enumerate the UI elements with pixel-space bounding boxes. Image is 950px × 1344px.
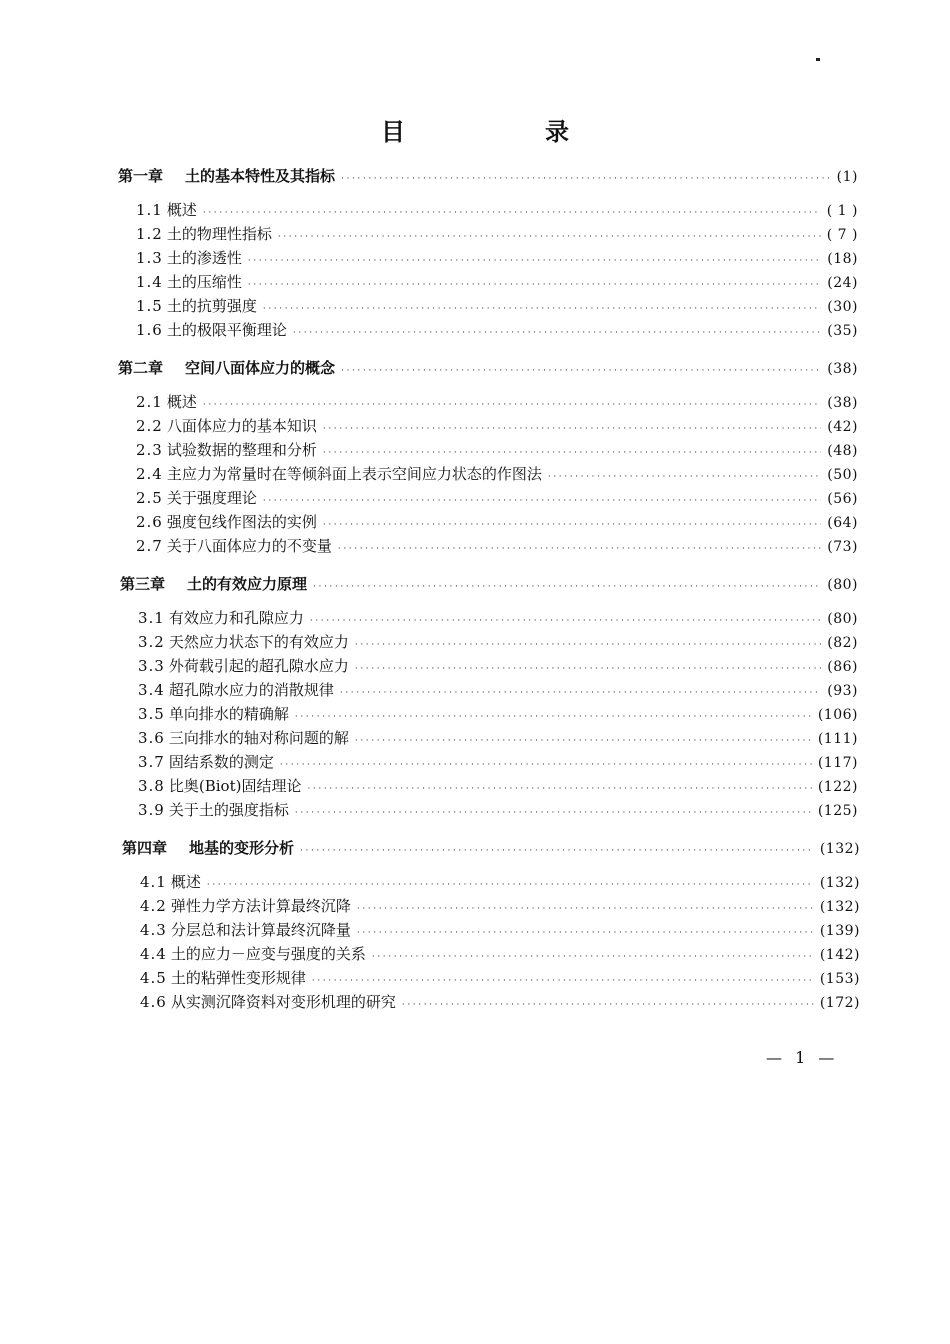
chapter-number: 第一章 (118, 167, 164, 185)
section-entry[interactable] (136, 462, 858, 486)
section-title: 概述 (166, 201, 197, 219)
leader-dots (355, 657, 821, 681)
section-title: 概述 (170, 873, 201, 891)
section-entry[interactable] (138, 774, 858, 798)
section-title: 超孔隙水应力的消散规律 (168, 681, 334, 699)
section-page-number: (106) (817, 707, 858, 723)
section-number: 2.1 (136, 393, 163, 411)
leader-dots (248, 249, 821, 273)
section-page-number: (111) (817, 731, 858, 747)
section-number: 4.6 (140, 993, 167, 1011)
section-label (140, 918, 351, 942)
chapter-label (118, 162, 335, 190)
section-entry[interactable] (138, 726, 858, 750)
section-number: 1.4 (136, 273, 163, 291)
section-label (138, 726, 349, 750)
leader-dots (355, 729, 812, 753)
section-page-number: (18) (827, 251, 858, 267)
section-title: 有效应力和孔隙应力 (168, 609, 304, 627)
leader-dots (295, 705, 812, 729)
section-label (136, 534, 332, 558)
leader-dots (341, 165, 831, 193)
section-title: 土的物理性指标 (166, 225, 272, 243)
leader-dots (548, 465, 821, 489)
section-title: 三向排水的轴对称问题的解 (168, 729, 349, 747)
section-page-number: (24) (827, 275, 858, 291)
section-number: 3.8 (138, 777, 165, 795)
section-page-number: (139) (819, 923, 860, 939)
section-title: 分层总和法计算最终沉降量 (170, 921, 351, 939)
section-title: 关于土的强度指标 (168, 801, 289, 819)
section-page-number: (82) (827, 635, 858, 651)
chapter-title: 空间八面体应力的概念 (185, 359, 336, 377)
section-entry[interactable] (140, 942, 860, 966)
section-title: 强度包线作图法的实例 (166, 513, 317, 531)
section-label (136, 462, 542, 486)
section-label (140, 990, 396, 1014)
section-entry[interactable] (140, 870, 860, 894)
section-number: 3.6 (138, 729, 165, 747)
section-label (138, 678, 334, 702)
leader-dots (263, 297, 821, 321)
section-title: 从实测沉降资料对变形机理的研究 (170, 993, 396, 1011)
chapter-entry[interactable] (122, 834, 860, 862)
section-entry[interactable] (140, 966, 860, 990)
section-number: 1.2 (136, 225, 163, 243)
section-entry[interactable] (136, 246, 858, 270)
section-entry[interactable] (140, 990, 860, 1014)
leader-dots (372, 945, 814, 969)
section-label (136, 486, 257, 510)
section-page-number: (35) (827, 323, 858, 339)
section-label (136, 510, 317, 534)
section-label (136, 246, 242, 270)
leader-dots (293, 321, 821, 345)
section-entry[interactable] (136, 390, 858, 414)
section-page-number: (93) (827, 683, 858, 699)
section-label (140, 966, 306, 990)
section-page-number: ( 7 ) (826, 227, 858, 243)
section-label (136, 414, 317, 438)
section-entry[interactable] (136, 510, 858, 534)
section-label (138, 630, 349, 654)
section-entry[interactable] (140, 894, 860, 918)
leader-dots (278, 225, 821, 249)
chapter-number: 第四章 (122, 839, 168, 857)
leader-dots (300, 837, 814, 865)
section-title: 试验数据的整理和分析 (166, 441, 317, 459)
section-label (140, 942, 366, 966)
page-title: 目 录 (381, 118, 627, 146)
section-number: 4.1 (140, 873, 167, 891)
section-page-number: (56) (827, 491, 858, 507)
leader-dots (307, 777, 811, 801)
section-entry[interactable] (136, 486, 858, 510)
section-entry[interactable] (138, 702, 858, 726)
section-page-number: (125) (817, 803, 858, 819)
section-entry[interactable] (138, 678, 858, 702)
chapter-block (0, 354, 950, 558)
chapter-page-number: (132) (819, 841, 860, 857)
section-page-number: (73) (827, 539, 858, 555)
section-title: 土的极限平衡理论 (166, 321, 287, 339)
chapter-label (120, 570, 307, 598)
leader-dots (280, 753, 812, 777)
section-label (136, 198, 197, 222)
section-entry[interactable] (136, 318, 858, 342)
chapter-page-number: (80) (827, 577, 858, 593)
chapter-number: 第三章 (120, 575, 166, 593)
section-number: 1.1 (136, 201, 163, 219)
section-number: 3.3 (138, 657, 165, 675)
section-page-number: (117) (817, 755, 858, 771)
chapter-title: 土的有效应力原理 (187, 575, 308, 593)
section-entry[interactable] (136, 414, 858, 438)
section-title: 八面体应力的基本知识 (166, 417, 317, 435)
section-number: 2.6 (136, 513, 163, 531)
chapter-page-number: (1) (836, 169, 858, 185)
section-title: 比奥(Biot)固结理论 (168, 777, 302, 795)
section-number: 4.3 (140, 921, 167, 939)
leader-dots (263, 489, 821, 513)
section-page-number: ( 1 ) (826, 203, 858, 219)
chapter-block (0, 570, 950, 822)
section-number: 2.7 (136, 537, 163, 555)
section-page-number: (122) (817, 779, 858, 795)
section-title: 土的压缩性 (166, 273, 242, 291)
chapter-entry[interactable] (118, 354, 858, 382)
section-page-number: (30) (827, 299, 858, 315)
section-page-number: (64) (827, 515, 858, 531)
section-title: 土的渗透性 (166, 249, 242, 267)
section-label (136, 318, 287, 342)
section-number: 2.2 (136, 417, 163, 435)
scan-speck (816, 58, 820, 61)
section-number: 3.7 (138, 753, 165, 771)
section-number: 1.5 (136, 297, 163, 315)
chapter-label (118, 354, 335, 382)
section-number: 3.2 (138, 633, 165, 651)
section-number: 3.1 (138, 609, 165, 627)
section-entry[interactable] (140, 918, 860, 942)
chapter-page-number: (38) (827, 361, 858, 377)
chapter-entry[interactable] (120, 570, 858, 598)
section-title: 单向排水的精确解 (168, 705, 289, 723)
section-page-number: (48) (827, 443, 858, 459)
section-page-number: (132) (819, 875, 860, 891)
section-page-number: (42) (827, 419, 858, 435)
leader-dots (295, 801, 812, 825)
chapter-block (0, 834, 950, 1014)
section-label (138, 654, 349, 678)
section-title: 主应力为常量时在等倾斜面上表示空间应力状态的作图法 (166, 465, 542, 483)
section-title: 土的粘弹性变形规律 (170, 969, 306, 987)
section-number: 3.9 (138, 801, 165, 819)
section-label (138, 702, 289, 726)
leader-dots (341, 357, 821, 385)
footer-page-number: — 1 — (766, 1048, 839, 1067)
chapter-entry[interactable] (118, 162, 858, 190)
chapter-label (122, 834, 294, 862)
leader-dots (323, 417, 821, 441)
section-title: 概述 (166, 393, 197, 411)
section-page-number: (80) (827, 611, 858, 627)
section-entry[interactable] (136, 294, 858, 318)
section-page-number: (50) (827, 467, 858, 483)
section-page-number: (153) (819, 971, 860, 987)
leader-dots (248, 273, 821, 297)
leader-dots (338, 537, 821, 561)
leader-dots (357, 897, 814, 921)
section-entry[interactable] (136, 270, 858, 294)
section-number: 4.2 (140, 897, 167, 915)
section-number: 1.6 (136, 321, 163, 339)
table-of-contents (0, 162, 950, 1026)
chapter-title: 土的基本特性及其指标 (185, 167, 336, 185)
chapter-number: 第二章 (118, 359, 164, 377)
section-page-number: (38) (827, 395, 858, 411)
section-number: 1.3 (136, 249, 163, 267)
section-number: 4.4 (140, 945, 167, 963)
section-label (138, 750, 274, 774)
section-title: 弹性力学方法计算最终沉降 (170, 897, 351, 915)
chapter-block (0, 162, 950, 342)
leader-dots (310, 609, 821, 633)
leader-dots (323, 513, 821, 537)
section-entry[interactable] (138, 750, 858, 774)
section-page-number: (172) (819, 995, 860, 1011)
section-title: 天然应力状态下的有效应力 (168, 633, 349, 651)
section-label (136, 438, 317, 462)
section-page-number: (142) (819, 947, 860, 963)
section-entry[interactable] (138, 798, 858, 822)
section-title: 关于八面体应力的不变量 (166, 537, 332, 555)
section-title: 关于强度理论 (166, 489, 257, 507)
section-entry[interactable] (136, 438, 858, 462)
chapter-title: 地基的变形分析 (189, 839, 295, 857)
section-title: 固结系数的测定 (168, 753, 274, 771)
section-entry[interactable] (136, 222, 858, 246)
section-label (138, 798, 289, 822)
section-label (136, 222, 272, 246)
section-number: 2.3 (136, 441, 163, 459)
section-entry[interactable] (136, 198, 858, 222)
leader-dots (313, 573, 821, 601)
section-label (136, 294, 257, 318)
section-label (136, 270, 242, 294)
section-label (136, 390, 197, 414)
section-label (140, 894, 351, 918)
section-entry[interactable] (138, 630, 858, 654)
leader-dots (355, 633, 821, 657)
section-title: 土的应力－应变与强度的关系 (170, 945, 366, 963)
section-page-number: (86) (827, 659, 858, 675)
section-number: 2.4 (136, 465, 163, 483)
section-entry[interactable] (136, 534, 858, 558)
leader-dots (357, 921, 814, 945)
section-title: 土的抗剪强度 (166, 297, 257, 315)
section-number: 3.4 (138, 681, 165, 699)
section-title: 外荷载引起的超孔隙水应力 (168, 657, 349, 675)
section-entry[interactable] (138, 606, 858, 630)
section-label (138, 774, 301, 798)
leader-dots (340, 681, 821, 705)
section-label (138, 606, 304, 630)
section-entry[interactable] (138, 654, 858, 678)
leader-dots (203, 201, 821, 225)
section-number: 3.5 (138, 705, 165, 723)
leader-dots (402, 993, 814, 1017)
section-number: 4.5 (140, 969, 167, 987)
section-label (140, 870, 201, 894)
section-page-number: (132) (819, 899, 860, 915)
section-number: 2.5 (136, 489, 163, 507)
